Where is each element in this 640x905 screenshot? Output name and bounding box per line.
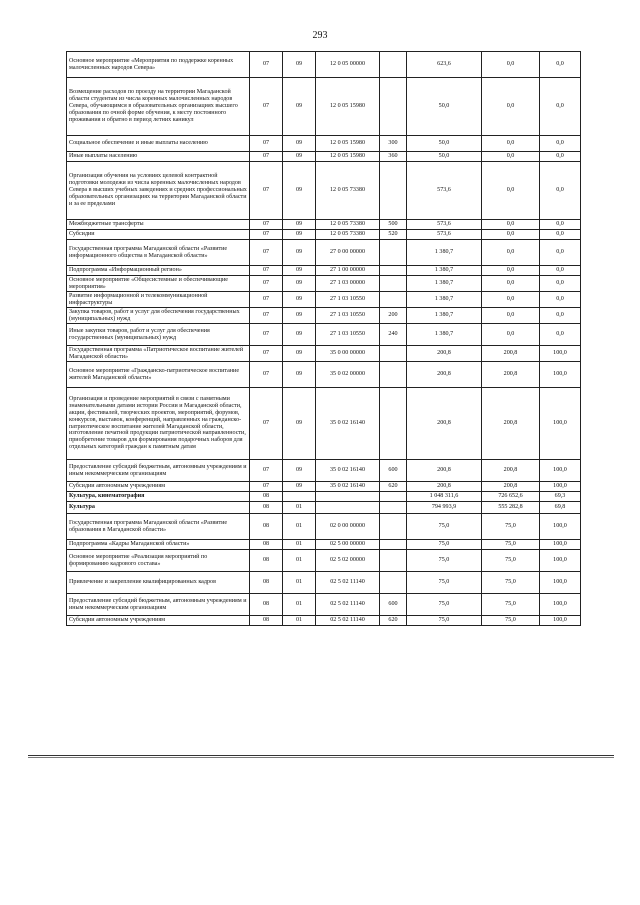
cell-executed-amount: 0,0	[482, 230, 540, 240]
cell-executed-amount: 0,0	[482, 136, 540, 152]
cell-planned-amount: 1 380,7	[407, 292, 482, 308]
cell-target-article: 35 0 00 00000	[316, 346, 380, 362]
cell-planned-amount: 75,0	[407, 540, 482, 550]
table-row	[67, 572, 581, 594]
cell-executed-amount: 0,0	[482, 152, 540, 162]
cell-executed-amount: 0,0	[482, 220, 540, 230]
cell-expense-type	[380, 492, 407, 502]
cell-executed-amount: 75,0	[482, 572, 540, 594]
cell-planned-amount: 75,0	[407, 616, 482, 626]
cell-name: Государственная программа «Патриотическое воспитание жителей Магаданской области»	[67, 346, 250, 362]
cell-name: Развитие информационной и телекоммуникационной инфраструктуры	[67, 292, 250, 308]
cell-percent: 100,0	[540, 550, 581, 572]
table-body	[67, 52, 581, 626]
cell-expense-type	[380, 346, 407, 362]
cell-section: 07	[250, 460, 283, 482]
cell-planned-amount: 1 380,7	[407, 324, 482, 346]
cell-subsection: 01	[283, 616, 316, 626]
table-row	[67, 266, 581, 276]
cell-expense-type	[380, 78, 407, 136]
cell-executed-amount: 75,0	[482, 540, 540, 550]
cell-expense-type	[380, 388, 407, 460]
cell-percent: 100,0	[540, 346, 581, 362]
cell-subsection: 09	[283, 52, 316, 78]
cell-name: Иные выплаты населению	[67, 152, 250, 162]
table-row	[67, 616, 581, 626]
table-row	[67, 230, 581, 240]
cell-executed-amount: 726 652,6	[482, 492, 540, 502]
cell-planned-amount: 794 993,9	[407, 502, 482, 514]
table-row	[67, 240, 581, 266]
cell-percent: 0,0	[540, 220, 581, 230]
cell-name: Закупка товаров, работ и услуг для обеспечения государственных (муниципальных) нужд	[67, 308, 250, 324]
cell-section: 07	[250, 362, 283, 388]
table-row	[67, 362, 581, 388]
cell-target-article: 02 5 02 11140	[316, 572, 380, 594]
cell-planned-amount: 1 048 311,6	[407, 492, 482, 502]
cell-target-article: 35 0 02 00000	[316, 362, 380, 388]
cell-target-article: 12 0 05 73380	[316, 220, 380, 230]
cell-percent: 0,0	[540, 162, 581, 220]
footer-rule	[28, 755, 614, 756]
cell-expense-type	[380, 162, 407, 220]
cell-expense-type	[380, 514, 407, 540]
table-row	[67, 78, 581, 136]
cell-planned-amount: 1 380,7	[407, 240, 482, 266]
cell-name: Субсидии	[67, 230, 250, 240]
cell-percent: 100,0	[540, 460, 581, 482]
cell-name: Социальное обеспечение и иные выплаты населению	[67, 136, 250, 152]
cell-name: Привлечение и закрепление квалифицированных кадров	[67, 572, 250, 594]
cell-subsection: 09	[283, 230, 316, 240]
cell-target-article: 35 0 02 16140	[316, 482, 380, 492]
cell-subsection: 09	[283, 362, 316, 388]
cell-planned-amount: 75,0	[407, 572, 482, 594]
cell-expense-type: 520	[380, 230, 407, 240]
cell-subsection: 01	[283, 502, 316, 514]
table-row	[67, 594, 581, 616]
cell-percent: 0,0	[540, 78, 581, 136]
cell-section: 08	[250, 550, 283, 572]
cell-planned-amount: 623,6	[407, 52, 482, 78]
table-row	[67, 550, 581, 572]
table-row	[67, 502, 581, 514]
cell-expense-type: 500	[380, 220, 407, 230]
cell-target-article: 27 1 03 10550	[316, 324, 380, 346]
cell-section: 08	[250, 514, 283, 540]
cell-percent: 69,8	[540, 502, 581, 514]
cell-planned-amount: 50,0	[407, 152, 482, 162]
cell-executed-amount: 555 282,8	[482, 502, 540, 514]
cell-percent: 0,0	[540, 292, 581, 308]
cell-expense-type: 620	[380, 482, 407, 492]
cell-target-article	[316, 502, 380, 514]
cell-subsection: 09	[283, 346, 316, 362]
cell-percent: 0,0	[540, 308, 581, 324]
cell-percent: 0,0	[540, 266, 581, 276]
cell-section: 08	[250, 572, 283, 594]
cell-expense-type: 200	[380, 308, 407, 324]
cell-subsection: 01	[283, 514, 316, 540]
cell-executed-amount: 0,0	[482, 292, 540, 308]
cell-executed-amount: 75,0	[482, 550, 540, 572]
cell-target-article: 35 0 02 16140	[316, 388, 380, 460]
cell-planned-amount: 50,0	[407, 136, 482, 152]
cell-percent: 0,0	[540, 276, 581, 292]
cell-section: 08	[250, 540, 283, 550]
cell-section: 07	[250, 230, 283, 240]
cell-target-article: 12 0 05 15980	[316, 78, 380, 136]
cell-expense-type	[380, 276, 407, 292]
cell-name: Основное мероприятие «Общесистемные и обеспечивающие мероприятия»	[67, 276, 250, 292]
table-row	[67, 276, 581, 292]
cell-target-article: 12 0 05 73380	[316, 162, 380, 220]
cell-executed-amount: 0,0	[482, 78, 540, 136]
cell-executed-amount: 75,0	[482, 616, 540, 626]
table-row	[67, 220, 581, 230]
cell-name: Организация и проведение мероприятий в связи с памятными знаменательными датами истории России и Магаданской области, акции, фестивалей, творческих проектов, мероприятий, форумов, конкурсов, выставок, конференций, направленных на гражданско-патриотическое воспитание жителей Магаданской области, изготовление печатной продукции патриотической направленности, приобретение товаров для формирования подарочных наборов для отдельных категорий граждан к памятным датам	[67, 388, 250, 460]
cell-subsection: 01	[283, 572, 316, 594]
cell-planned-amount: 1 380,7	[407, 276, 482, 292]
cell-planned-amount: 75,0	[407, 550, 482, 572]
cell-name: Организация обучения на условиях целевой контрактной подготовки молодежи из числа коренных малочисленных народов Севера в высших учебных заведениях и средних профессиональных образовательных организациях на территории Магаданской области и за ее пределами	[67, 162, 250, 220]
cell-target-article: 27 1 03 10550	[316, 308, 380, 324]
cell-executed-amount: 200,8	[482, 346, 540, 362]
cell-name: Основное мероприятие «Реализация мероприятий по формированию кадрового состава»	[67, 550, 250, 572]
cell-subsection: 09	[283, 78, 316, 136]
cell-percent: 100,0	[540, 594, 581, 616]
cell-target-article: 27 1 03 10550	[316, 292, 380, 308]
cell-executed-amount: 0,0	[482, 52, 540, 78]
cell-subsection: 09	[283, 292, 316, 308]
table-row	[67, 308, 581, 324]
cell-target-article: 27 0 00 00000	[316, 240, 380, 266]
cell-subsection: 01	[283, 550, 316, 572]
cell-planned-amount: 200,8	[407, 460, 482, 482]
cell-planned-amount: 1 380,7	[407, 308, 482, 324]
cell-planned-amount: 1 380,7	[407, 266, 482, 276]
cell-subsection: 09	[283, 220, 316, 230]
cell-target-article: 12 0 05 00000	[316, 52, 380, 78]
cell-name: Субсидии автономным учреждениям	[67, 482, 250, 492]
cell-section: 07	[250, 136, 283, 152]
cell-section: 08	[250, 616, 283, 626]
cell-name: Государственная программа Магаданской области «Развитие информационного общества в Магаданской области»	[67, 240, 250, 266]
cell-target-article: 27 1 00 00000	[316, 266, 380, 276]
cell-section: 07	[250, 220, 283, 230]
cell-executed-amount: 75,0	[482, 514, 540, 540]
cell-section: 07	[250, 388, 283, 460]
cell-section: 07	[250, 292, 283, 308]
cell-subsection: 09	[283, 388, 316, 460]
cell-expense-type	[380, 266, 407, 276]
cell-executed-amount: 200,8	[482, 460, 540, 482]
table-row	[67, 152, 581, 162]
cell-subsection: 09	[283, 266, 316, 276]
cell-name: Основное мероприятие «Мероприятия по поддержке коренных малочисленных народов Севера»	[67, 52, 250, 78]
cell-target-article: 02 5 00 00000	[316, 540, 380, 550]
cell-section: 07	[250, 324, 283, 346]
cell-executed-amount: 0,0	[482, 162, 540, 220]
cell-section: 07	[250, 482, 283, 492]
cell-executed-amount: 0,0	[482, 308, 540, 324]
cell-name: Иные закупки товаров, работ и услуг для обеспечения государственных (муниципальных) нужд	[67, 324, 250, 346]
table-row	[67, 388, 581, 460]
cell-section: 07	[250, 52, 283, 78]
cell-expense-type: 600	[380, 594, 407, 616]
cell-percent: 100,0	[540, 572, 581, 594]
cell-percent: 0,0	[540, 240, 581, 266]
cell-target-article: 12 0 05 73380	[316, 230, 380, 240]
cell-expense-type	[380, 52, 407, 78]
cell-name: Возмещение расходов по проезду на территории Магаданской области студентам из числа коренных малочисленных народов Севера, обучающимся в образовательных организациях высшего образования по очной форме обучения, к месту постоянного проживания и обратно в период летних каникул	[67, 78, 250, 136]
cell-percent: 0,0	[540, 136, 581, 152]
cell-name: Подпрограмма «Кадры Магаданской области»	[67, 540, 250, 550]
cell-executed-amount: 200,8	[482, 388, 540, 460]
cell-expense-type	[380, 540, 407, 550]
cell-expense-type: 620	[380, 616, 407, 626]
table-row	[67, 162, 581, 220]
cell-percent: 100,0	[540, 616, 581, 626]
cell-planned-amount: 75,0	[407, 594, 482, 616]
cell-subsection: 09	[283, 136, 316, 152]
cell-section: 08	[250, 502, 283, 514]
cell-section: 08	[250, 492, 283, 502]
cell-executed-amount: 200,8	[482, 482, 540, 492]
cell-expense-type	[380, 502, 407, 514]
cell-percent: 0,0	[540, 324, 581, 346]
table-row	[67, 482, 581, 492]
cell-name: Предоставление субсидий бюджетным, автономным учреждениям и иным некоммерческим организациям	[67, 594, 250, 616]
cell-planned-amount: 200,8	[407, 388, 482, 460]
cell-planned-amount: 573,6	[407, 162, 482, 220]
cell-subsection	[283, 492, 316, 502]
cell-expense-type: 600	[380, 460, 407, 482]
cell-percent: 100,0	[540, 388, 581, 460]
cell-name: Субсидии автономным учреждениям	[67, 616, 250, 626]
cell-subsection: 09	[283, 460, 316, 482]
cell-expense-type: 360	[380, 152, 407, 162]
cell-name: Государственная программа Магаданской области «Развитие образования в Магаданской области»	[67, 514, 250, 540]
cell-section: 07	[250, 152, 283, 162]
cell-target-article: 12 0 05 15980	[316, 152, 380, 162]
footer-rule-thin	[28, 757, 614, 758]
cell-subsection: 09	[283, 324, 316, 346]
cell-subsection: 09	[283, 308, 316, 324]
cell-percent: 100,0	[540, 540, 581, 550]
cell-planned-amount: 200,8	[407, 482, 482, 492]
table-row	[67, 460, 581, 482]
cell-section: 07	[250, 276, 283, 292]
budget-table	[66, 51, 581, 626]
table-row	[67, 292, 581, 308]
cell-name: Предоставление субсидий бюджетным, автономным учреждениям и иным некоммерческим организациям	[67, 460, 250, 482]
cell-expense-type: 300	[380, 136, 407, 152]
table-row	[67, 136, 581, 152]
cell-planned-amount: 573,6	[407, 220, 482, 230]
cell-planned-amount: 573,6	[407, 230, 482, 240]
cell-percent: 100,0	[540, 482, 581, 492]
table-row	[67, 514, 581, 540]
cell-section: 07	[250, 266, 283, 276]
cell-section: 07	[250, 78, 283, 136]
cell-percent: 69,3	[540, 492, 581, 502]
cell-subsection: 09	[283, 240, 316, 266]
cell-percent: 0,0	[540, 152, 581, 162]
page-number: 293	[312, 30, 328, 41]
cell-target-article: 02 5 02 11140	[316, 594, 380, 616]
cell-subsection: 09	[283, 162, 316, 220]
table-row	[67, 52, 581, 78]
cell-executed-amount: 0,0	[482, 276, 540, 292]
cell-percent: 0,0	[540, 52, 581, 78]
cell-expense-type	[380, 292, 407, 308]
cell-planned-amount: 200,8	[407, 362, 482, 388]
table-row	[67, 540, 581, 550]
table-row	[67, 346, 581, 362]
cell-subsection: 01	[283, 540, 316, 550]
cell-percent: 100,0	[540, 362, 581, 388]
cell-percent: 100,0	[540, 514, 581, 540]
cell-executed-amount: 0,0	[482, 324, 540, 346]
cell-executed-amount: 200,8	[482, 362, 540, 388]
cell-subsection: 09	[283, 482, 316, 492]
cell-target-article: 02 5 02 00000	[316, 550, 380, 572]
cell-name: Культура, кинематография	[67, 492, 250, 502]
cell-target-article	[316, 492, 380, 502]
cell-name: Культура	[67, 502, 250, 514]
cell-planned-amount: 75,0	[407, 514, 482, 540]
cell-planned-amount: 200,8	[407, 346, 482, 362]
cell-target-article: 27 1 03 00000	[316, 276, 380, 292]
cell-name: Основное мероприятие «Гражданско-патриотическое воспитание жителей Магаданской области»	[67, 362, 250, 388]
cell-name: Межбюджетные трансферты	[67, 220, 250, 230]
cell-expense-type: 240	[380, 324, 407, 346]
cell-target-article: 02 5 02 11140	[316, 616, 380, 626]
cell-target-article: 35 0 02 16140	[316, 460, 380, 482]
cell-expense-type	[380, 362, 407, 388]
cell-section: 07	[250, 162, 283, 220]
table-row	[67, 492, 581, 502]
cell-expense-type	[380, 572, 407, 594]
cell-target-article: 02 0 00 00000	[316, 514, 380, 540]
cell-executed-amount: 0,0	[482, 240, 540, 266]
cell-expense-type	[380, 240, 407, 266]
cell-name: Подпрограмма «Информационный регион»	[67, 266, 250, 276]
cell-section: 07	[250, 346, 283, 362]
cell-subsection: 09	[283, 152, 316, 162]
cell-percent: 0,0	[540, 230, 581, 240]
cell-executed-amount: 75,0	[482, 594, 540, 616]
cell-section: 07	[250, 308, 283, 324]
cell-subsection: 01	[283, 594, 316, 616]
cell-expense-type	[380, 550, 407, 572]
cell-planned-amount: 50,0	[407, 78, 482, 136]
cell-section: 08	[250, 594, 283, 616]
cell-subsection: 09	[283, 276, 316, 292]
table-row	[67, 324, 581, 346]
cell-section: 07	[250, 240, 283, 266]
cell-target-article: 12 0 05 15980	[316, 136, 380, 152]
cell-executed-amount: 0,0	[482, 266, 540, 276]
